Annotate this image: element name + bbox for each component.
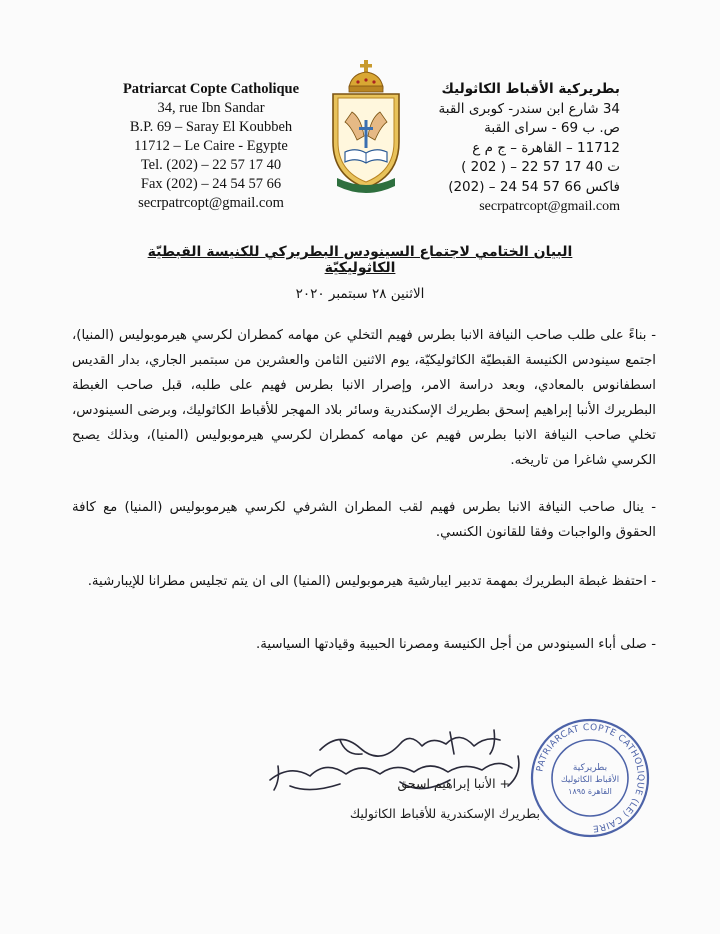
- svg-text:PATRIARCAT COPTE CATHOLIQUE (L: PATRIARCAT COPTE CATHOLIQUE (LE) CAIRE: [535, 722, 646, 834]
- letterhead-address-fr: 34, rue Ibn Sandar: [157, 100, 265, 116]
- document-date: الاثنين ٢٨ سبتمبر ٢٠٢٠: [295, 286, 425, 302]
- body-paragraph: - صلى أباء السينودس من أجل الكنيسة ومصرنا الحبيبة وقيادتها السياسية.: [255, 637, 656, 652]
- letterhead-french: [100, 80, 322, 213]
- letterhead-email-ar: secrpatrcopt@gmail.com: [479, 199, 620, 214]
- letterhead-pobox-fr: B.P. 69 – Saray El Koubbeh: [129, 119, 293, 135]
- coptic-catholic-crest-icon: [325, 60, 407, 200]
- body-paragraph: - ينال صاحب النيافة الانبا بطرس فهيم لقب المطران الشرفي لكرسي هيرموبوليس (المنيا) مع كافة الحقوق والواجبات وفقا للقانون الكنسي.: [72, 500, 656, 540]
- signatory-role: بطريرك الإسكندرية للأقباط الكاثوليك: [349, 806, 540, 821]
- letterhead-title-ar: بطريركية الأقباط الكاثوليك: [441, 81, 620, 97]
- signatory-name: + الأنبا إبراهيم اسحق: [397, 776, 510, 791]
- letterhead-title-fr: Patriarcat Copte Catholique: [122, 81, 300, 97]
- letterhead-fax-ar: فاكس 66 57 54 24 – (202): [448, 178, 620, 195]
- svg-text:بطريركية: بطريركية: [572, 763, 608, 773]
- body-paragraph: - بناءً على طلب صاحب النيافة الانبا بطرس فهيم التخلي عن مهامه كمطران لكرسي هيرموبوليس (المنيا)، اجتمع سينودس الكنيسة القبطيّة الكاثوليكيّة، يوم الاثنين الثامن والعشرين من سبتمبر الجاري، بدار القديس اسطفانوس بالمعادي، وبعد دراسة الامر، وإصرار الانبا بطرس فهيم على طلبه، قبل صاحب الغبطة البطريرك الأنبا إبراهيم إسحق بطريرك الإسكندرية وسائر بلاد المهجر للأقباط الكاثوليك، وبرضى السينودس، تخلي صاحب النيافة الانبا بطرس فهيم عن مهامه كمطران لكرسي هيرموبوليس (المنيا)، وبذلك يصبح الكرسي شاغرا من تاريخه.: [72, 328, 656, 468]
- official-stamp: [528, 716, 652, 840]
- letterhead-city-fr: 11712 – Le Caire - Egypte: [134, 138, 288, 154]
- svg-text:الأقباط الكاثوليك: الأقباط الكاثوليك: [560, 775, 620, 785]
- body-paragraph: - احتفظ غبطة البطريرك بمهمة تدبير ايبارشية هيرموبوليس (المنيا) الى ان يتم تجليس مطرانا للإيبارشية.: [87, 574, 656, 589]
- letterhead-fax-fr: Fax (202) – 24 54 57 66: [140, 176, 282, 192]
- letterhead-tel-fr: Tel. (202) – 22 57 17 40: [140, 157, 282, 173]
- letterhead-pobox-ar: ص. ب 69 - سراى القبة: [484, 120, 620, 136]
- letterhead-email-fr: secrpatrcopt@gmail.com: [138, 195, 284, 211]
- document-title: البيان الختامي لاجتماع السينودس البطريركي للكنيسة القبطيّة الكاثوليكيّة: [147, 244, 573, 276]
- letterhead-city-ar: 11712 – القاهرة – ج م ع: [472, 139, 620, 156]
- svg-text:القاهرة ١٨٩٥: القاهرة ١٨٩٥: [568, 787, 612, 796]
- letterhead-tel-ar: ت 40 17 57 22 – ( 202 ): [461, 159, 620, 175]
- letterhead-address-ar: 34 شارع ابن سندر- كوبرى القبة: [438, 100, 620, 117]
- letterhead-arabic: [420, 80, 620, 217]
